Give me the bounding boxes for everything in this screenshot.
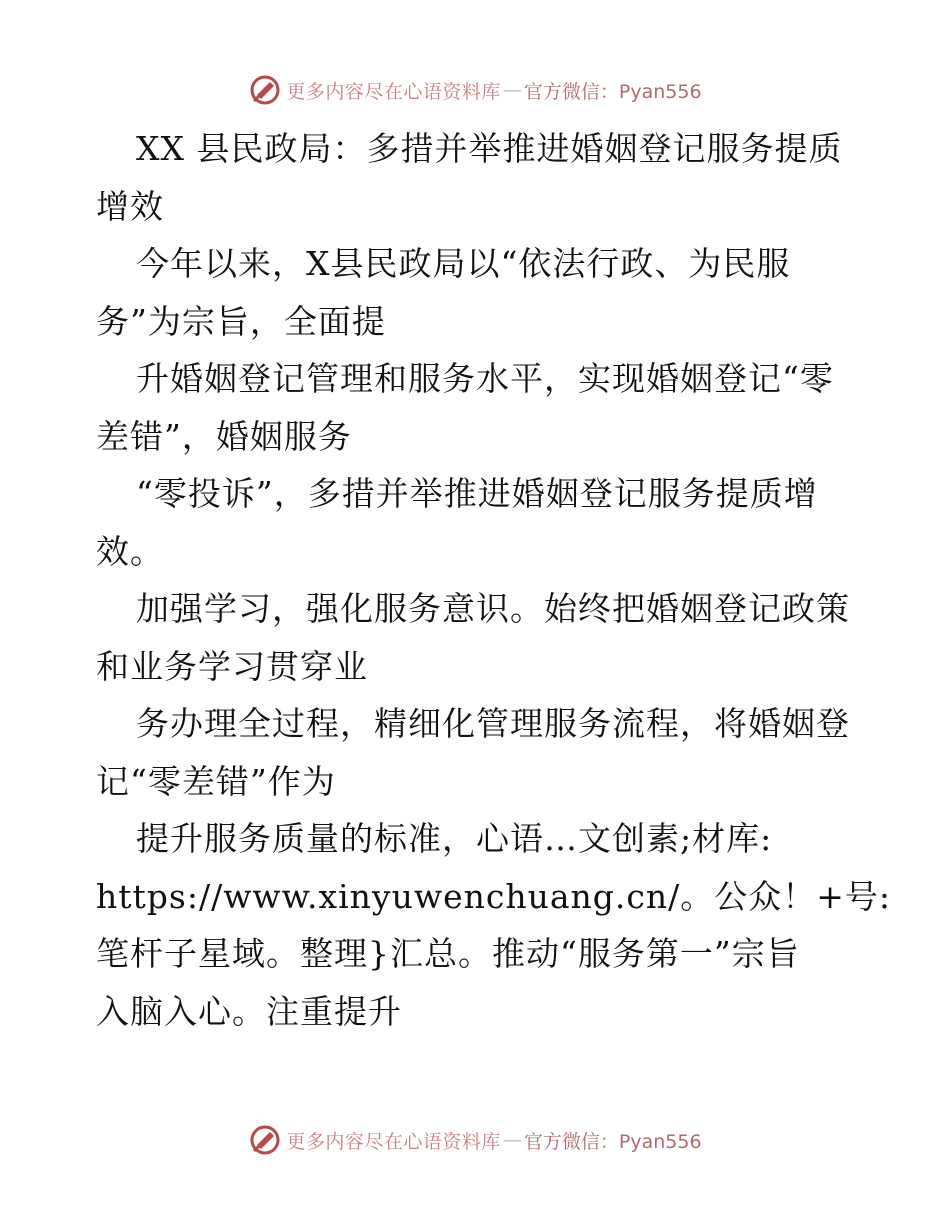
- banner-text: 更多内容尽在心语资料库: [286, 80, 501, 103]
- paragraph-line: 笔杆子星域。整理}汇总。推动“服务第一”宗旨: [96, 934, 800, 973]
- document-title-line-2: 增效: [96, 186, 164, 226]
- banner-separator: —: [502, 1129, 522, 1151]
- banner-text: 更多内容尽在心语资料库: [286, 1130, 501, 1153]
- paragraph-line: 效。: [96, 531, 164, 571]
- paragraph-line: 加强学习，强化服务意识。始终把婚姻登记政策: [136, 589, 850, 628]
- paragraph-line: 升婚姻登记管理和服务水平，实现婚姻登记“零: [136, 359, 834, 398]
- banner-wechat: 官方微信：Pyan556: [523, 80, 702, 103]
- paragraph-line: “零投诉”，多措并举推进婚姻登记服务提质增: [136, 474, 818, 513]
- paragraph-line-url: https://www.xinyuwenchuang.cn/。公众！+号:: [96, 876, 892, 916]
- paragraph-line: 差错”，婚姻服务: [96, 416, 352, 456]
- brand-logo-icon: [248, 1123, 282, 1157]
- paragraph-line: 提升服务质量的标准，心语…文创素;材库:: [136, 819, 773, 858]
- header-banner: [0, 70, 950, 110]
- paragraph-line: 和业务学习贯穿业: [96, 646, 368, 686]
- document-title-line-1: XX 县民政局：多措并举推进婚姻登记服务提质: [136, 129, 843, 168]
- paragraph-line: 入脑入心。注重提升: [96, 991, 402, 1031]
- banner-wechat: 官方微信：Pyan556: [523, 1130, 702, 1153]
- paragraph-line: 记“零差错”作为: [96, 761, 336, 801]
- document-body: [96, 120, 892, 1040]
- banner-separator: —: [502, 79, 522, 101]
- paragraph-line: 今年以来，X县民政局以“依法行政、为民服: [136, 244, 791, 283]
- paragraph-line: 务办理全过程，精细化管理服务流程，将婚姻登: [136, 704, 850, 743]
- footer-banner: [0, 1120, 950, 1160]
- brand-logo-icon: [248, 73, 282, 107]
- paragraph-line: 务”为宗旨，全面提: [96, 301, 386, 341]
